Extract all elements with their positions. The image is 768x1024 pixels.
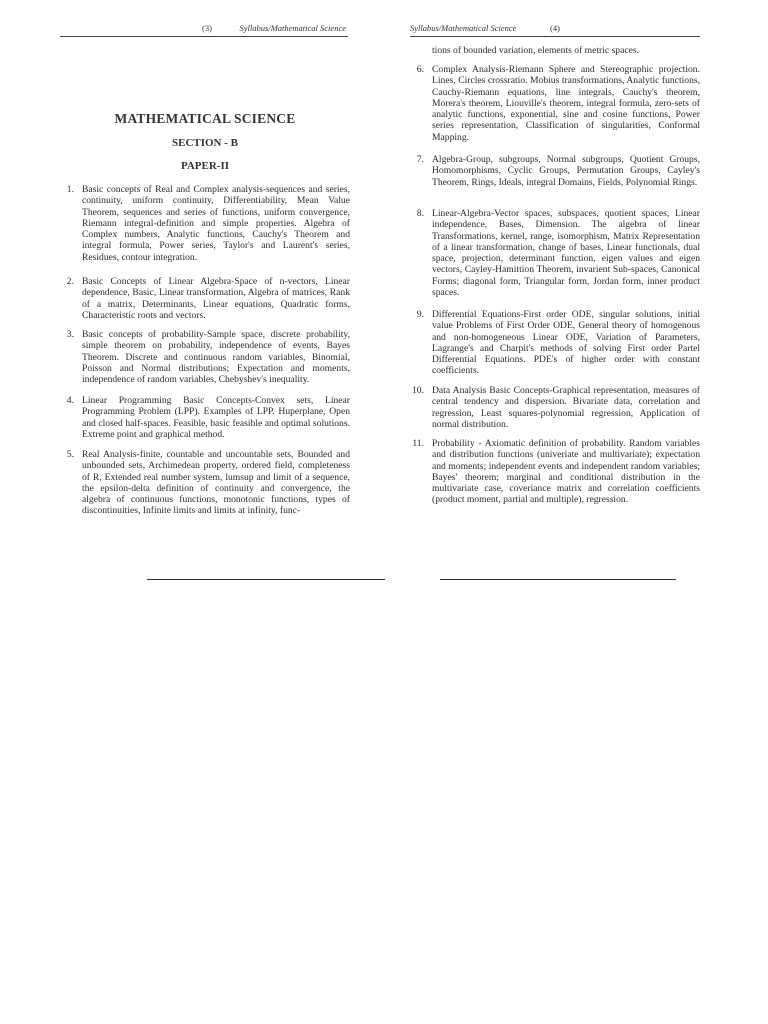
right-page-header: [410, 18, 700, 37]
right-running-title: Syllabus/Mathematical Science: [410, 23, 517, 33]
topic-text: Probability - Axiomatic definition of probability. Random variables and distribution functions (univeriate and multivariate); expectation and moments; independent events and independent random variables; Bayes' theorem; marginal and conditional distribution in the multivariate case, coveriance matrix and correlation coefficients (product moment, partial and multiple), regression.: [432, 438, 700, 506]
topic-text: Linear-Algebra-Vector spaces, subspaces, quotient spaces, Linear independence, Bases, Dimension. The algebra of linear Transformations, kernel, range, isomorphism, Matrix Representation of a linear transformation, change of bases, Linear functionals, dual space, projection, determinant function, eigen values and eigen vectors, Cayley-Hamittion Theorem, invarient Sub-spaces, Canonical Forms; diagonal form, Triangular form, Jordan form, inner product spaces.: [432, 208, 700, 299]
topic-item: [410, 64, 700, 143]
topic-number: 7.: [416, 154, 424, 165]
right-page-number: (4): [550, 23, 560, 33]
topic-item: [60, 449, 350, 517]
topic-text: Data Analysis Basic Concepts-Graphical representation, measures of central tendency and dispersion. Bivariate data, correlation and regression, Least squares-polynomial regression, Application of normal distribution.: [432, 385, 700, 430]
topic-number: 3.: [66, 329, 74, 340]
topic-number: 2.: [66, 276, 74, 287]
topic-item: [410, 154, 700, 188]
topic-item: [410, 309, 700, 377]
topic-text: Basic concepts of probability-Sample space, discrete probability, simple theorem on probability, independence of events, Bayes Theorem. Discrete and continuous random variables, Binomial, Poisson and Normal distributions; Expectation and moments, independence of random variables, Chebyshev's inequality.: [82, 329, 350, 386]
topic-item: [410, 208, 700, 298]
topic-text: Real Analysis-finite, countable and uncountable sets, Bounded and unbounded sets, Archimedean property, ordered field, completeness of R, Extended real number system, lumsup and limit of a sequence, the epsilon-delta definition of continuity and convergence, the algebra of continuous functions, monotonic functions, types of discontinuities, Infinite limits and limits at infinity, func-: [82, 449, 350, 517]
topic-item: [60, 395, 350, 440]
left-footer-rule: [147, 579, 385, 580]
topic-text: Differential Equations-First order ODE, singular solutions, initial value Problems of First Order ODE, General theory of homogenous and non-homogeneous Linear ODE, Variation of Parameters, Lagrange's and Charpit's methods of solving First order Partel Differential Equations. PDE's of higher order with constant coefficients.: [432, 309, 700, 377]
topic-number: 1.: [66, 184, 74, 195]
continuation-text: tions of bounded variation, elements of metric spaces.: [432, 45, 640, 56]
topic-text: Complex Analysis-Riemann Sphere and Stereographic projection. Lines, Circles crossratio. Mobius transformations, Analytic functions, Cauchy-Riemann equations, line integrals, Cauchy's theorem, Morera's theorem, Liouville's theorem, integral formula, zero-sets of analytic functions, exponential, sine and cosine functions, Power series representation, Classification of singularities, Conformal Mapping.: [432, 64, 700, 143]
topic-item: [60, 329, 350, 385]
topic-item: [410, 438, 700, 506]
paper-title: PAPER-II: [180, 160, 230, 172]
topic-continuation: [410, 45, 700, 56]
topic-item: [60, 276, 350, 321]
topic-number: 9.: [416, 309, 424, 320]
section-title: SECTION - B: [171, 137, 239, 149]
topic-item: [60, 184, 350, 263]
topic-number: 11.: [412, 438, 424, 449]
topic-text: Basic Concepts of Linear Algebra-Space of n-vectors, Linear dependence, Basic, Linear transformation, Algebra of matrices, Rank of a matrix, Determinants, Linear equations, Quadratic forms, Characteristic roots and vectors.: [82, 276, 350, 321]
topic-text: Linear Programming Basic Concepts-Convex sets, Linear Programming Problem (LPP). Examples of LPP. Huperplane, Open and closed half-spaces. Feasible, basic feasible and optimal solutions. Extreme point and graphical method.: [82, 395, 350, 440]
topic-text: Basic concepts of Real and Complex analysis-sequences and series, continuity, uniform continuity, Differentiability, Mean Value Theorem, sequences and series of functions, uniform convergence, Riemann integral-definition and simple properties. Algebra of Complex numbers, Analytic functions, Cauchy's Theorem and integral formula, Power series, Taylor's and Laurent's series, Residues, contour integration.: [82, 184, 350, 263]
topic-number: 4.: [66, 395, 74, 406]
right-footer-rule: [440, 579, 676, 580]
topic-number: 10.: [412, 385, 424, 396]
topic-number: 5.: [66, 449, 74, 460]
topic-number: 6.: [416, 64, 424, 75]
topic-text: Algebra-Group, subgroups, Normal subgroups, Quotient Groups, Homomorphisms, Cyclic Groups, Permutation Groups, Cayley's Theorem, Rings, Ideals, integral Domains, Fields, Polynomial Rings.: [432, 154, 700, 188]
topic-item: [410, 385, 700, 430]
left-page-header: [60, 18, 348, 37]
left-running-title: Syllabus/Mathematical Science: [239, 23, 346, 33]
left-page-number: (3): [202, 23, 212, 33]
topic-number: 8.: [416, 208, 424, 219]
subject-title: MATHEMATICAL SCIENCE: [114, 111, 296, 126]
